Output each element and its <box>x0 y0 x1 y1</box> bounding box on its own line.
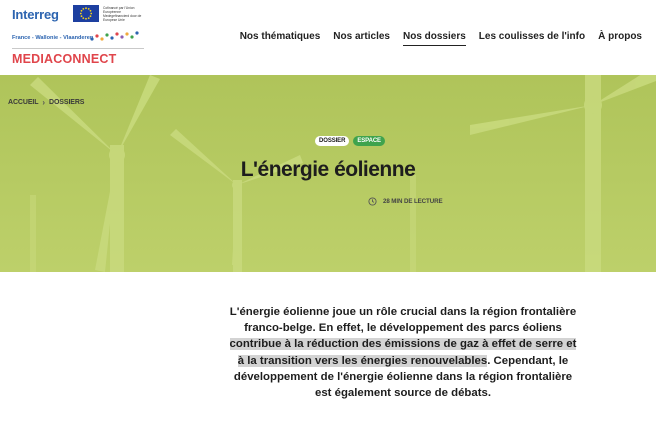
clock-icon <box>368 197 377 206</box>
site-header <box>0 0 656 75</box>
logo-divider <box>12 48 144 49</box>
breadcrumb <box>8 98 84 107</box>
article-intro <box>228 304 578 401</box>
hero-tags <box>0 136 656 146</box>
nav-item-a-propos[interactable]: À propos <box>598 31 642 42</box>
breadcrumb-home[interactable]: ACCUEIL <box>8 99 39 106</box>
tag-espace[interactable]: ESPACE <box>353 136 385 146</box>
nav-item-dossiers[interactable]: Nos dossiers <box>403 31 466 46</box>
nav-item-coulisses[interactable]: Les coulisses de l'info <box>478 31 586 42</box>
page-title <box>0 158 656 182</box>
tag-dossier[interactable]: DOSSIER <box>315 136 349 146</box>
intro-text-end: . Cependant, le développement de l'énergie éolienne dans la région frontalière est également source de débats. <box>233 354 573 400</box>
page-title-text: L'énergie éolienne <box>240 158 416 181</box>
eu-flag-icon <box>73 5 99 22</box>
site-name: MEDIACONNECT <box>12 52 117 66</box>
logo-regions: France - Wallonie - Vlaanderen <box>12 35 94 41</box>
eu-cofunding-text: Cofinancé par l'Union Européenne Medegefinancierd door de Europese Unie <box>103 6 142 22</box>
site-logo[interactable] <box>8 5 148 67</box>
interreg-logo <box>12 7 59 22</box>
interreg-wordmark: Interreg <box>12 7 59 22</box>
breadcrumb-separator-icon: › <box>42 98 45 107</box>
nav-item-thematiques[interactable]: Nos thématiques <box>239 31 321 42</box>
main-nav <box>240 31 642 46</box>
hero-banner <box>0 75 656 272</box>
intro-text-start: L'énergie éolienne joue un rôle crucial dans la région frontalière franco-belge. En effet, le développement des parcs éoliens <box>229 306 577 335</box>
intro-highlight: contribue à la réduction des émissions de gaz à effet de serre et à la transition vers les énergies renouvelables <box>229 338 577 367</box>
breadcrumb-current[interactable]: DOSSIERS <box>49 99 85 106</box>
nav-item-articles[interactable]: Nos articles <box>333 31 390 42</box>
reading-time <box>368 197 443 206</box>
reading-time-label: 28 MIN DE LECTURE <box>383 198 443 205</box>
logo-dots-icon <box>88 29 148 49</box>
